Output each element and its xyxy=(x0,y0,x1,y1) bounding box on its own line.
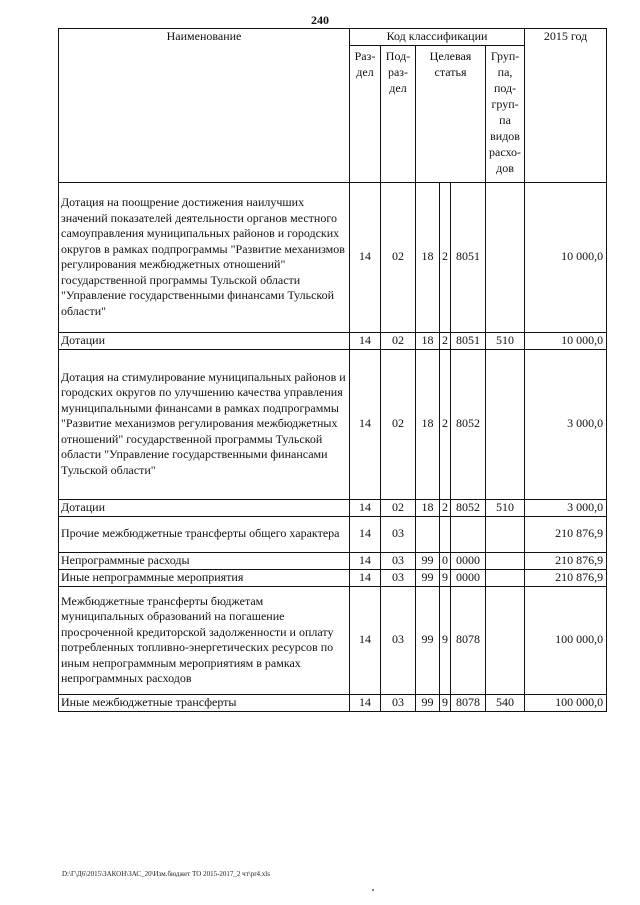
row-name: Дотация на поощрение достижения наилучших значений показателей деятельности органов местного самоуправления муниципальных районов и городских округов в рамках подпрограммы "Развитие механизмов регулирования межбюджетных отношений" государственной программы Тульской области "Управление государственными финансами Тульской области" xyxy=(59,182,350,332)
row-subsection: 03 xyxy=(381,552,416,569)
row-expense-type xyxy=(486,516,525,552)
row-amount: 10 000,0 xyxy=(525,332,607,349)
table-row xyxy=(59,499,607,516)
row-target-direction xyxy=(451,516,486,552)
row-subsection: 03 xyxy=(381,586,416,694)
row-subsection: 02 xyxy=(381,182,416,332)
row-section: 14 xyxy=(350,569,381,586)
page-number: 240 xyxy=(311,13,329,27)
row-subsection: 03 xyxy=(381,569,416,586)
row-target-direction: 8078 xyxy=(451,586,486,694)
row-target-direction: 8052 xyxy=(451,499,486,516)
row-name: Межбюджетные трансферты бюджетам муниципальных образований на погашение просроченной кредиторской задолженности и оплату потребленных топливно-энергетических ресурсов по иным непрограммным мероприятиям в рамках непрограммных расходов xyxy=(59,586,350,694)
row-expense-type xyxy=(486,182,525,332)
row-name: Непрограммные расходы xyxy=(59,552,350,569)
row-target-subprogram: 2 xyxy=(440,349,451,499)
table-row xyxy=(59,569,607,586)
row-target-direction: 0000 xyxy=(451,569,486,586)
table-row xyxy=(59,694,607,711)
header-group: Груп- па, под- груп- па видов расхо- дов xyxy=(486,45,525,182)
row-target-program xyxy=(416,516,440,552)
row-target-subprogram: 2 xyxy=(440,182,451,332)
row-name: Прочие межбюджетные трансферты общего характера xyxy=(59,516,350,552)
row-amount: 10 000,0 xyxy=(525,182,607,332)
row-name: Дотация на стимулирование муниципальных районов и городских округов по улучшению качества управления муниципальными финансами в рамках подпрограммы "Развитие механизмов регулирования межбюджетных отношений" государственной программы Тульской области "Управление государственными финансами Тульской области" xyxy=(59,349,350,499)
row-expense-type xyxy=(486,569,525,586)
row-expense-type: 540 xyxy=(486,694,525,711)
row-amount: 210 876,9 xyxy=(525,552,607,569)
row-subsection: 03 xyxy=(381,694,416,711)
header-row-1 xyxy=(59,29,607,46)
row-section: 14 xyxy=(350,182,381,332)
row-target-program: 99 xyxy=(416,552,440,569)
header-section: Раз- дел xyxy=(350,45,381,182)
footer-file-path: D:\Г\Д6\2015\ЗАКОН\ЗАС_20\Изм.бюджет ТО 2015-2017_2 чт\pr4.xls xyxy=(62,870,270,878)
row-section: 14 xyxy=(350,499,381,516)
row-target-program: 99 xyxy=(416,586,440,694)
table-row xyxy=(59,586,607,694)
table-row xyxy=(59,552,607,569)
row-target-program: 18 xyxy=(416,349,440,499)
row-subsection: 03 xyxy=(381,516,416,552)
row-name: Иные непрограммные мероприятия xyxy=(59,569,350,586)
row-amount: 3 000,0 xyxy=(525,499,607,516)
header-name: Наименование xyxy=(59,29,350,183)
row-expense-type: 510 xyxy=(486,499,525,516)
header-year: 2015 год xyxy=(525,29,607,183)
row-target-subprogram: 9 xyxy=(440,569,451,586)
row-amount: 100 000,0 xyxy=(525,694,607,711)
row-subsection: 02 xyxy=(381,332,416,349)
row-section: 14 xyxy=(350,516,381,552)
row-section: 14 xyxy=(350,349,381,499)
scan-dot xyxy=(372,889,374,891)
header-target: Целевая статья xyxy=(416,45,486,182)
row-target-subprogram: 2 xyxy=(440,499,451,516)
row-expense-type xyxy=(486,349,525,499)
row-target-program: 18 xyxy=(416,332,440,349)
row-target-subprogram xyxy=(440,516,451,552)
row-name: Иные межбюджетные трансферты xyxy=(59,694,350,711)
row-amount: 100 000,0 xyxy=(525,586,607,694)
row-expense-type xyxy=(486,586,525,694)
row-name: Дотации xyxy=(59,499,350,516)
row-target-subprogram: 9 xyxy=(440,586,451,694)
header-code-group: Код классификации xyxy=(350,29,525,46)
budget-table xyxy=(58,28,607,712)
row-target-program: 18 xyxy=(416,499,440,516)
row-target-program: 18 xyxy=(416,182,440,332)
row-target-subprogram: 2 xyxy=(440,332,451,349)
row-target-direction: 8051 xyxy=(451,332,486,349)
row-amount: 3 000,0 xyxy=(525,349,607,499)
row-name: Дотации xyxy=(59,332,350,349)
table-row xyxy=(59,182,607,332)
row-subsection: 02 xyxy=(381,499,416,516)
row-amount: 210 876,9 xyxy=(525,569,607,586)
row-target-direction: 8052 xyxy=(451,349,486,499)
row-section: 14 xyxy=(350,332,381,349)
row-section: 14 xyxy=(350,552,381,569)
row-expense-type xyxy=(486,552,525,569)
row-target-direction: 8051 xyxy=(451,182,486,332)
row-section: 14 xyxy=(350,694,381,711)
row-amount: 210 876,9 xyxy=(525,516,607,552)
row-target-direction: 8078 xyxy=(451,694,486,711)
header-subsection: Под- раз- дел xyxy=(381,45,416,182)
row-subsection: 02 xyxy=(381,349,416,499)
row-target-subprogram: 0 xyxy=(440,552,451,569)
table-row xyxy=(59,349,607,499)
row-target-subprogram: 9 xyxy=(440,694,451,711)
table-row xyxy=(59,332,607,349)
row-target-direction: 0000 xyxy=(451,552,486,569)
row-target-program: 99 xyxy=(416,694,440,711)
row-target-program: 99 xyxy=(416,569,440,586)
row-expense-type: 510 xyxy=(486,332,525,349)
table-row xyxy=(59,516,607,552)
row-section: 14 xyxy=(350,586,381,694)
